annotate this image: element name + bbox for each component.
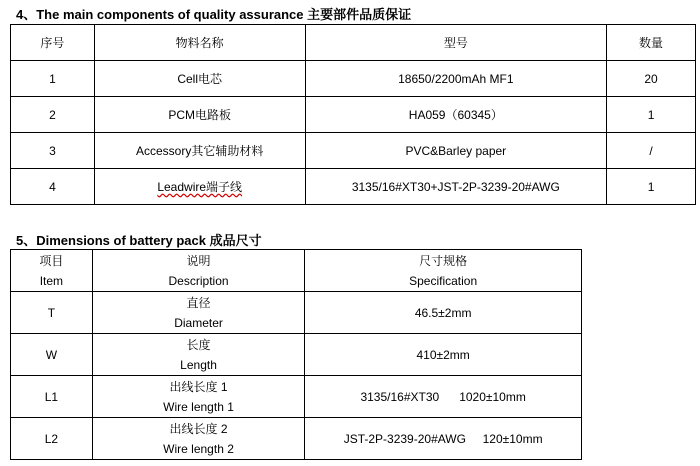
- table-row: [11, 376, 582, 418]
- cell-specification: 410±2mm: [305, 334, 582, 376]
- table-row: [11, 292, 582, 334]
- table-row: [11, 418, 582, 460]
- description-cn: 出线长度 2: [169, 421, 228, 436]
- cell-no: 4: [11, 169, 95, 205]
- table-row: [11, 97, 696, 133]
- components-table: [10, 24, 696, 205]
- header-cell-model: 型号: [305, 25, 607, 61]
- header-cell-no: 序号: [11, 25, 95, 61]
- description-en: Length: [180, 357, 217, 372]
- header-cell-item: [11, 250, 93, 292]
- table-row: [11, 169, 696, 205]
- header-description-en: Description: [168, 273, 229, 288]
- table-row: [11, 133, 696, 169]
- header-specification-en: Specification: [409, 273, 478, 288]
- table-row: [11, 334, 582, 376]
- cell-model: 3135/16#XT30+JST-2P-3239-20#AWG: [305, 169, 607, 205]
- header-item-cn: 项目: [39, 253, 64, 268]
- cell-qty: 1: [607, 97, 696, 133]
- cell-item: T: [11, 292, 93, 334]
- description-cn: 直径: [186, 295, 211, 310]
- cell-specification: JST-2P-3239-20#AWG 120±10mm: [305, 418, 582, 460]
- description-cn: 出线长度 1: [169, 379, 228, 394]
- cell-material: Accessory其它辅助材料: [94, 133, 305, 169]
- section-5-heading: 5、Dimensions of battery pack 成品尺寸: [16, 233, 262, 248]
- cell-item: L2: [11, 418, 93, 460]
- header-cell-qty: 数量: [607, 25, 696, 61]
- cell-material: [94, 169, 305, 205]
- cell-description: [92, 418, 304, 460]
- cell-item: L1: [11, 376, 93, 418]
- table-header-row: [11, 250, 582, 292]
- cell-specification: 46.5±2mm: [305, 292, 582, 334]
- cell-no: 3: [11, 133, 95, 169]
- cell-item: W: [11, 334, 93, 376]
- description-en: Diameter: [174, 315, 223, 330]
- dimensions-table: [10, 249, 582, 460]
- header-cell-description: [92, 250, 304, 292]
- header-cell-material: 物料名称: [94, 25, 305, 61]
- cell-material: Cell电芯: [94, 61, 305, 97]
- cell-qty: 20: [607, 61, 696, 97]
- header-description-cn: 说明: [186, 253, 211, 268]
- cell-qty: /: [607, 133, 696, 169]
- cell-qty: 1: [607, 169, 696, 205]
- cell-model: HA059（60345）: [305, 97, 607, 133]
- header-specification-cn: 尺寸规格: [419, 253, 468, 268]
- cell-description: [92, 334, 304, 376]
- cell-material: PCM电路板: [94, 97, 305, 133]
- cell-model: 18650/2200mAh MF1: [305, 61, 607, 97]
- section-4-heading: 4、The main components of quality assurance 主要部件品质保证: [16, 7, 412, 22]
- header-item-en: Item: [39, 273, 64, 288]
- cell-description: [92, 292, 304, 334]
- leadwire-label: Leadwire端子线: [157, 180, 243, 194]
- cell-no: 1: [11, 61, 95, 97]
- cell-specification: 3135/16#XT30 1020±10mm: [305, 376, 582, 418]
- description-en: Wire length 1: [163, 399, 234, 414]
- table-row: [11, 61, 696, 97]
- description-en: Wire length 2: [163, 441, 234, 456]
- cell-no: 2: [11, 97, 95, 133]
- header-cell-specification: [305, 250, 582, 292]
- table-header-row: [11, 25, 696, 61]
- description-cn: 长度: [186, 337, 211, 352]
- cell-description: [92, 376, 304, 418]
- cell-model: PVC&Barley paper: [305, 133, 607, 169]
